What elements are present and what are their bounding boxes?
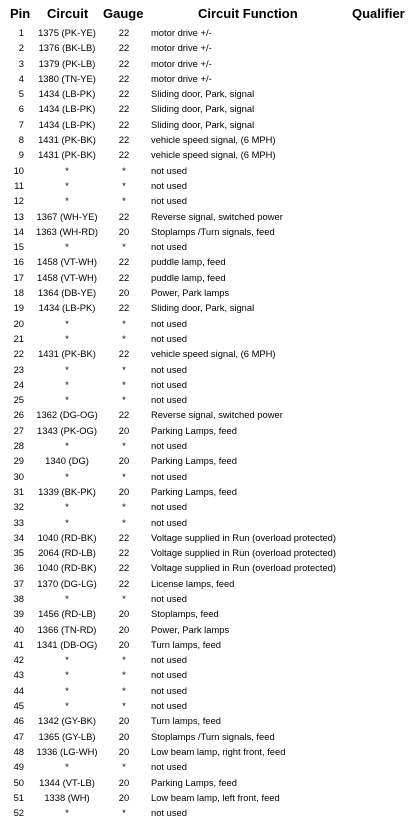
pin-cell: 27 [13, 424, 24, 436]
gauge-cell: 20 [118, 745, 130, 757]
table-row [0, 667, 416, 682]
function-cell: Sliding door, Park, signal [151, 103, 255, 115]
function-cell: Parking Lamps, feed [151, 455, 237, 467]
pin-cell: 30 [13, 470, 24, 482]
pin-cell: 22 [13, 348, 24, 360]
function-cell: not used [151, 179, 187, 191]
circuit-cell: * [65, 761, 69, 773]
table-row [0, 86, 416, 101]
circuit-cell: 1431 (PK-BK) [38, 348, 96, 360]
function-cell: Sliding door, Park, signal [151, 88, 255, 100]
circuit-cell: 1458 (VT-WH) [37, 256, 97, 268]
pin-cell: 51 [13, 791, 24, 803]
circuit-cell: 1342 (GY-BK) [37, 715, 96, 727]
pin-cell: 48 [13, 745, 24, 757]
circuit-cell: 1434 (LB-PK) [38, 88, 96, 100]
gauge-cell: * [122, 179, 126, 191]
table-row [0, 515, 416, 530]
gauge-cell: * [122, 501, 126, 513]
gauge-cell: * [122, 195, 126, 207]
table-row [0, 71, 416, 86]
gauge-cell: 20 [118, 424, 130, 436]
gauge-cell: * [122, 241, 126, 253]
table-row [0, 713, 416, 728]
table-row [0, 101, 416, 116]
pin-cell: 24 [13, 378, 24, 390]
function-cell: Turn lamps, feed [151, 638, 221, 650]
circuit-cell: * [65, 501, 69, 513]
function-cell: not used [151, 669, 187, 681]
pin-cell: 20 [13, 317, 24, 329]
pin-cell: 43 [13, 669, 24, 681]
table-row [0, 453, 416, 468]
gauge-cell: 22 [118, 348, 130, 360]
table-row [0, 683, 416, 698]
function-cell: Voltage supplied in Run (overload protected) [151, 562, 337, 574]
gauge-cell: 22 [118, 547, 130, 559]
gauge-cell: 20 [118, 776, 130, 788]
gauge-cell: 20 [118, 485, 130, 497]
table-row [0, 591, 416, 606]
circuit-cell: 1365 (GY-LB) [38, 730, 96, 742]
table-row [0, 117, 416, 132]
pin-cell: 41 [13, 638, 24, 650]
pin-cell: 13 [13, 210, 24, 222]
table-row [0, 438, 416, 453]
circuit-cell: * [65, 164, 69, 176]
function-cell: not used [151, 761, 187, 773]
table-row [0, 178, 416, 193]
table-row [0, 331, 416, 346]
circuit-cell: 1434 (LB-PK) [38, 302, 96, 314]
function-cell: motor drive +/- [151, 42, 212, 54]
table-row [0, 270, 416, 285]
header-circuit: Circuit [47, 6, 89, 21]
header-circuit-function: Circuit Function [198, 6, 298, 21]
table-row [0, 530, 416, 545]
gauge-cell: 22 [118, 27, 130, 38]
pin-cell: 26 [13, 409, 24, 421]
circuit-cell: * [65, 241, 69, 253]
pin-cell: 7 [18, 118, 24, 130]
gauge-cell: * [122, 700, 126, 712]
circuit-cell: 1366 (TN-RD) [37, 623, 97, 635]
gauge-cell: 20 [118, 715, 130, 727]
table-row [0, 56, 416, 71]
circuit-cell: 1367 (WH-YE) [36, 210, 98, 222]
table-row [0, 209, 416, 224]
table-row [0, 377, 416, 392]
gauge-cell: 22 [118, 42, 130, 54]
function-cell: Parking Lamps, feed [151, 424, 237, 436]
header-qualifier: Qualifier [352, 6, 405, 21]
pin-cell: 2 [18, 42, 24, 54]
table-row [0, 193, 416, 208]
pin-cell: 32 [13, 501, 24, 513]
gauge-cell: * [122, 516, 126, 528]
pin-cell: 49 [13, 761, 24, 773]
circuit-cell: 1340 (DG) [45, 455, 89, 467]
circuit-cell: 1040 (RD-BK) [37, 562, 97, 574]
pin-cell: 37 [13, 577, 24, 589]
circuit-cell: * [65, 332, 69, 344]
pin-cell: 17 [13, 271, 24, 283]
function-cell: not used [151, 684, 187, 696]
function-cell: not used [151, 394, 187, 406]
pin-cell: 10 [13, 164, 24, 176]
circuit-cell: 1362 (DG-OG) [36, 409, 98, 421]
gauge-cell: 20 [118, 287, 130, 299]
pin-cell: 21 [13, 332, 24, 344]
function-cell: Reverse signal, switched power [151, 409, 283, 421]
gauge-cell: * [122, 332, 126, 344]
gauge-cell: 20 [118, 623, 130, 635]
table-row [0, 362, 416, 377]
pin-cell: 28 [13, 440, 24, 452]
function-cell: not used [151, 807, 187, 819]
gauge-cell: 22 [118, 118, 130, 130]
circuit-cell: * [65, 440, 69, 452]
table-row [0, 637, 416, 652]
function-cell: not used [151, 654, 187, 666]
gauge-cell: * [122, 164, 126, 176]
pin-cell: 31 [13, 485, 24, 497]
function-cell: not used [151, 700, 187, 712]
gauge-cell: 20 [118, 730, 130, 742]
function-cell: not used [151, 501, 187, 513]
function-cell: Stoplamps, feed [151, 608, 219, 620]
circuit-cell: * [65, 470, 69, 482]
circuit-cell: * [65, 516, 69, 528]
circuit-cell: 1040 (RD-BK) [37, 531, 97, 543]
function-cell: not used [151, 470, 187, 482]
table-row [0, 163, 416, 178]
pin-cell: 9 [18, 149, 24, 161]
function-cell: vehicle speed signal, (6 MPH) [151, 348, 276, 360]
function-cell: Reverse signal, switched power [151, 210, 283, 222]
function-cell: Power, Park lamps [151, 623, 230, 635]
table-body [0, 25, 416, 820]
pin-cell: 40 [13, 623, 24, 635]
pin-cell: 25 [13, 394, 24, 406]
circuit-cell: 1431 (PK-BK) [38, 149, 96, 161]
circuit-cell: 1380 (TN-YE) [38, 72, 96, 84]
function-cell: not used [151, 516, 187, 528]
circuit-cell: 1338 (WH) [44, 791, 90, 803]
gauge-cell: 22 [118, 149, 130, 161]
function-cell: puddle lamp, feed [151, 256, 226, 268]
function-cell: not used [151, 317, 187, 329]
header-pin: Pin [10, 6, 31, 21]
table-row [0, 239, 416, 254]
function-cell: vehicle speed signal, (6 MPH) [151, 134, 276, 146]
gauge-cell: 20 [118, 608, 130, 620]
circuit-cell: 1341 (DB-OG) [36, 638, 98, 650]
circuit-cell: 1370 (DG-LG) [37, 577, 97, 589]
gauge-cell: 22 [118, 409, 130, 421]
function-cell: motor drive +/- [151, 72, 212, 84]
circuit-cell: 1339 (BK-PK) [38, 485, 96, 497]
gauge-cell: * [122, 317, 126, 329]
pin-cell: 47 [13, 730, 24, 742]
function-cell: not used [151, 164, 187, 176]
table-row [0, 147, 416, 162]
function-cell: Sliding door, Park, signal [151, 302, 255, 314]
table-row [0, 545, 416, 560]
gauge-cell: 22 [118, 72, 130, 84]
circuit-cell: * [65, 195, 69, 207]
table-row [0, 132, 416, 147]
gauge-cell: 22 [118, 57, 130, 69]
table-row [0, 40, 416, 55]
function-cell: not used [151, 378, 187, 390]
table-row [0, 698, 416, 713]
table-row [0, 744, 416, 759]
table-row [0, 254, 416, 269]
pin-cell: 12 [13, 195, 24, 207]
pin-cell: 1 [18, 27, 24, 38]
pin-cell: 18 [13, 287, 24, 299]
pin-cell: 34 [13, 531, 24, 543]
table-row [0, 560, 416, 575]
function-cell: Stoplamps /Turn signals, feed [151, 730, 275, 742]
table-row [0, 805, 416, 820]
circuit-cell: 1376 (BK-LB) [38, 42, 96, 54]
pin-cell: 52 [13, 807, 24, 819]
circuit-cell: 1336 (LG-WH) [36, 745, 98, 757]
table-row [0, 346, 416, 361]
pin-cell: 6 [18, 103, 24, 115]
gauge-cell: * [122, 363, 126, 375]
circuit-cell: * [65, 807, 69, 819]
function-cell: vehicle speed signal, (6 MPH) [151, 149, 276, 161]
gauge-cell: 22 [118, 577, 130, 589]
function-cell: not used [151, 195, 187, 207]
circuit-cell: 1434 (LB-PK) [38, 118, 96, 130]
circuit-cell: 1431 (PK-BK) [38, 134, 96, 146]
pin-cell: 19 [13, 302, 24, 314]
function-cell: Voltage supplied in Run (overload protected) [151, 547, 337, 559]
table-row [0, 407, 416, 422]
gauge-cell: * [122, 669, 126, 681]
gauge-cell: * [122, 378, 126, 390]
pin-cell: 36 [13, 562, 24, 574]
circuit-cell: 2064 (RD-LB) [38, 547, 96, 559]
gauge-cell: 20 [118, 791, 130, 803]
table-row [0, 499, 416, 514]
pin-cell: 16 [13, 256, 24, 268]
table-row [0, 469, 416, 484]
pin-cell: 33 [13, 516, 24, 528]
function-cell: not used [151, 363, 187, 375]
gauge-cell: * [122, 761, 126, 773]
circuit-cell: * [65, 378, 69, 390]
gauge-cell: 22 [118, 210, 130, 222]
gauge-cell: 22 [118, 562, 130, 574]
table-row [0, 729, 416, 744]
table-row [0, 285, 416, 300]
table-row [0, 484, 416, 499]
function-cell: Low beam lamp, left front, feed [151, 791, 280, 803]
gauge-cell: * [122, 654, 126, 666]
gauge-cell: * [122, 440, 126, 452]
table-row [0, 576, 416, 591]
pin-cell: 8 [18, 134, 24, 146]
function-cell: Sliding door, Park, signal [151, 118, 255, 130]
gauge-cell: 20 [118, 638, 130, 650]
function-cell: puddle lamp, feed [151, 271, 226, 283]
pin-cell: 11 [14, 179, 24, 191]
function-cell: motor drive +/- [151, 57, 212, 69]
table-row [0, 392, 416, 407]
gauge-cell: 22 [118, 531, 130, 543]
pin-cell: 45 [13, 700, 24, 712]
table-row [0, 300, 416, 315]
circuit-cell: 1344 (VT-LB) [39, 776, 95, 788]
table-row [0, 790, 416, 805]
function-cell: Stoplamps /Turn signals, feed [151, 225, 275, 237]
table-row [0, 316, 416, 331]
circuit-cell: 1434 (LB-PK) [38, 103, 96, 115]
pin-cell: 23 [13, 363, 24, 375]
circuit-cell: 1456 (RD-LB) [38, 608, 96, 620]
circuit-cell: * [65, 394, 69, 406]
gauge-cell: * [122, 592, 126, 604]
gauge-cell: 22 [118, 134, 130, 146]
pin-cell: 35 [13, 547, 24, 559]
gauge-cell: 20 [118, 455, 130, 467]
gauge-cell: 22 [118, 88, 130, 100]
circuit-cell: * [65, 669, 69, 681]
pin-cell: 50 [13, 776, 24, 788]
function-cell: not used [151, 592, 187, 604]
table-row [0, 622, 416, 637]
function-cell: License lamps, feed [151, 577, 235, 589]
circuit-cell: * [65, 363, 69, 375]
pin-cell: 44 [13, 684, 24, 696]
circuit-cell: 1375 (PK-YE) [38, 27, 96, 38]
gauge-cell: * [122, 684, 126, 696]
pin-cell: 14 [13, 225, 24, 237]
gauge-cell: 22 [118, 302, 130, 314]
gauge-cell: * [122, 394, 126, 406]
function-cell: Turn lamps, feed [151, 715, 221, 727]
table-row [0, 25, 416, 40]
table-row [0, 224, 416, 239]
pin-cell: 42 [13, 654, 24, 666]
circuit-cell: * [65, 684, 69, 696]
table-row [0, 606, 416, 621]
gauge-cell: 22 [118, 256, 130, 268]
gauge-cell: 22 [118, 271, 130, 283]
function-cell: Parking Lamps, feed [151, 776, 237, 788]
function-cell: Voltage supplied in Run (overload protected) [151, 531, 337, 543]
table-row [0, 775, 416, 790]
pin-cell: 46 [13, 715, 24, 727]
circuit-cell: * [65, 700, 69, 712]
circuit-cell: * [65, 654, 69, 666]
circuit-cell: * [65, 592, 69, 604]
circuit-cell: 1379 (PK-LB) [38, 57, 96, 69]
gauge-cell: * [122, 807, 126, 819]
pin-cell: 29 [13, 455, 24, 467]
pin-cell: 15 [13, 241, 24, 253]
circuit-cell: 1343 (PK-OG) [37, 424, 97, 436]
function-cell: Power, Park lamps [151, 287, 230, 299]
circuit-cell: 1458 (VT-WH) [37, 271, 97, 283]
function-cell: Parking Lamps, feed [151, 485, 237, 497]
gauge-cell: 22 [118, 103, 130, 115]
circuit-cell: * [65, 179, 69, 191]
function-cell: not used [151, 241, 187, 253]
pin-cell: 4 [18, 72, 24, 84]
table-row [0, 423, 416, 438]
circuit-cell: 1364 (DB-YE) [37, 287, 97, 299]
function-cell: not used [151, 440, 187, 452]
table-row [0, 652, 416, 667]
circuit-cell: 1363 (WH-RD) [36, 225, 98, 237]
table-row [0, 759, 416, 774]
function-cell: motor drive +/- [151, 27, 212, 38]
gauge-cell: 20 [118, 225, 130, 237]
gauge-cell: * [122, 470, 126, 482]
function-cell: Low beam lamp, right front, feed [151, 745, 286, 757]
function-cell: not used [151, 332, 187, 344]
circuit-cell: * [65, 317, 69, 329]
pin-cell: 3 [18, 57, 24, 69]
pin-cell: 38 [13, 592, 24, 604]
header-gauge: Gauge [103, 6, 144, 21]
pin-cell: 39 [13, 608, 24, 620]
pin-cell: 5 [18, 88, 24, 100]
